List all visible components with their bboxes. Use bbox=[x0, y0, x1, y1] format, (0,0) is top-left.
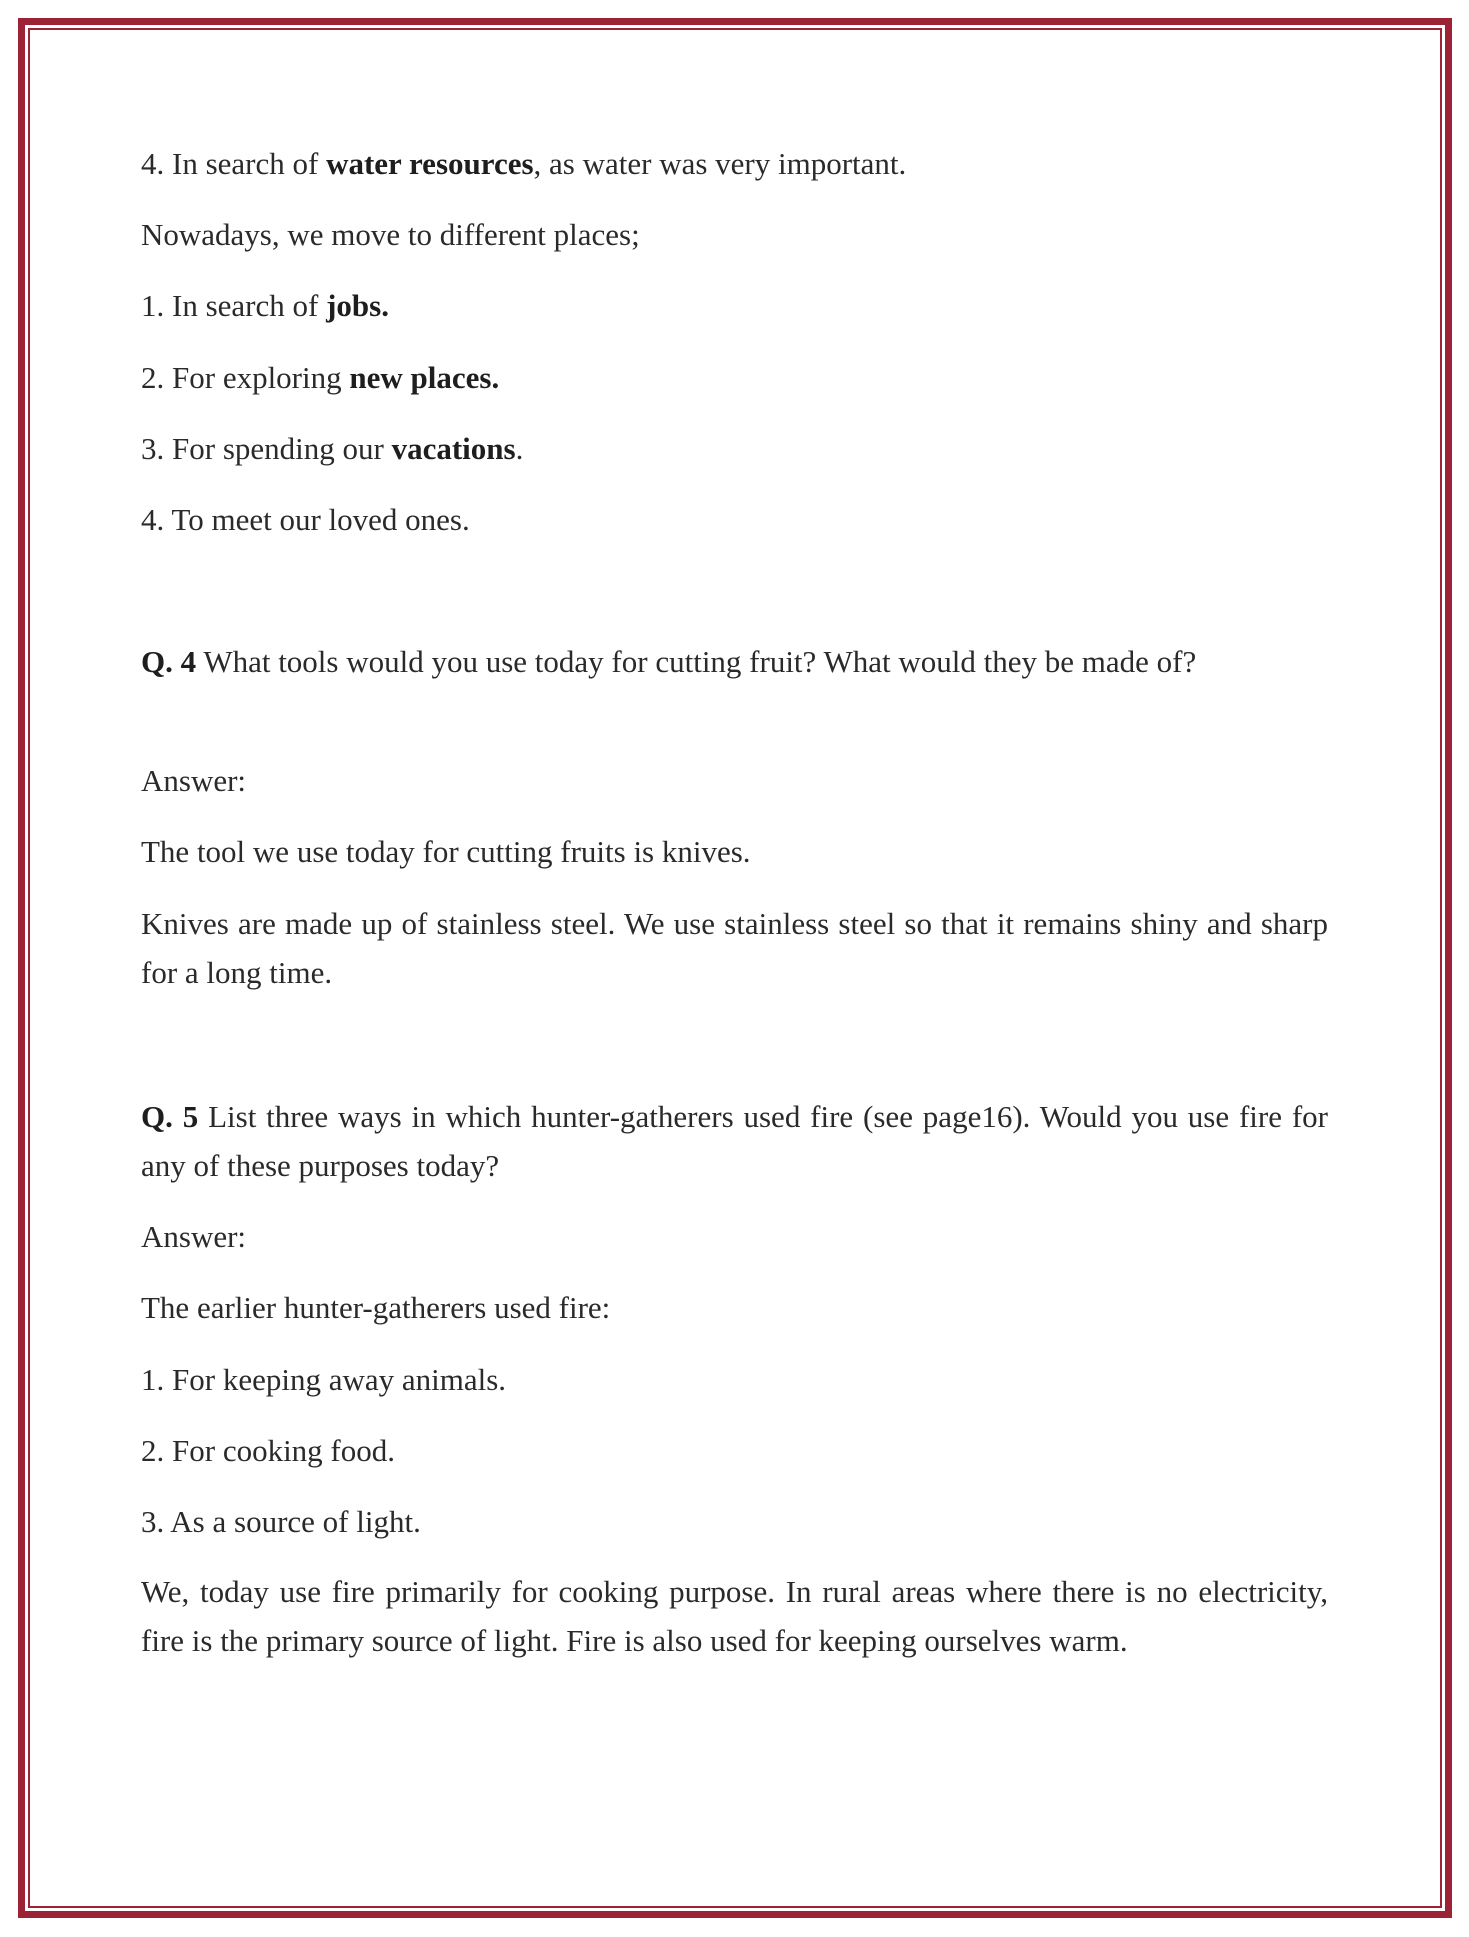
list-item: 4. To meet our loved ones. bbox=[141, 502, 470, 537]
text: 2. For exploring bbox=[141, 360, 350, 395]
bold-text: water resources bbox=[326, 146, 534, 181]
list-item: 3. As a source of light. bbox=[141, 1504, 421, 1539]
answer-label: Answer: bbox=[141, 763, 247, 798]
answer-text: The tool we use today for cutting fruits is knives. bbox=[141, 834, 751, 869]
paragraph: Nowadays, we move to different places; bbox=[141, 217, 640, 252]
question-text: What tools would you use today for cutting fruit? What would they be made of? bbox=[196, 644, 1197, 679]
text: , as water was very important. bbox=[533, 146, 907, 181]
bold-text: vacations bbox=[391, 431, 516, 466]
text: 4. In search of bbox=[141, 146, 327, 181]
answer-text: The earlier hunter-gatherers used fire: bbox=[141, 1290, 611, 1325]
bold-text: jobs. bbox=[326, 288, 389, 323]
question-label: Q. 5 bbox=[141, 1099, 199, 1134]
text: 3. For spending our bbox=[141, 431, 392, 466]
text: 1. In search of bbox=[141, 288, 327, 323]
answer-text: We, today use fire primarily for cooking purpose. In rural areas where there is no electricity, fire is the primary source of light. Fire is also used for keeping ourselves warm. bbox=[141, 1574, 1328, 1658]
question-label: Q. 4 bbox=[141, 644, 197, 679]
text: . bbox=[515, 431, 524, 466]
list-item bbox=[141, 139, 1328, 188]
list-item: 2. For cooking food. bbox=[141, 1433, 396, 1468]
question-5 bbox=[141, 1092, 1328, 1190]
question-4 bbox=[141, 637, 1328, 686]
question-text: List three ways in which hunter-gatherers used fire (see page16). Would you use fire for any of these purposes today? bbox=[141, 1099, 1328, 1183]
list-item: 1. For keeping away animals. bbox=[141, 1362, 507, 1397]
list-item bbox=[141, 353, 1328, 402]
bold-text: new places. bbox=[349, 360, 500, 395]
list-item bbox=[141, 424, 1328, 473]
answer-label: Answer: bbox=[141, 1219, 247, 1254]
list-item bbox=[141, 281, 1328, 330]
answer-text: Knives are made up of stainless steel. We use stainless steel so that it remains shiny and sharp for a long time. bbox=[141, 906, 1328, 990]
